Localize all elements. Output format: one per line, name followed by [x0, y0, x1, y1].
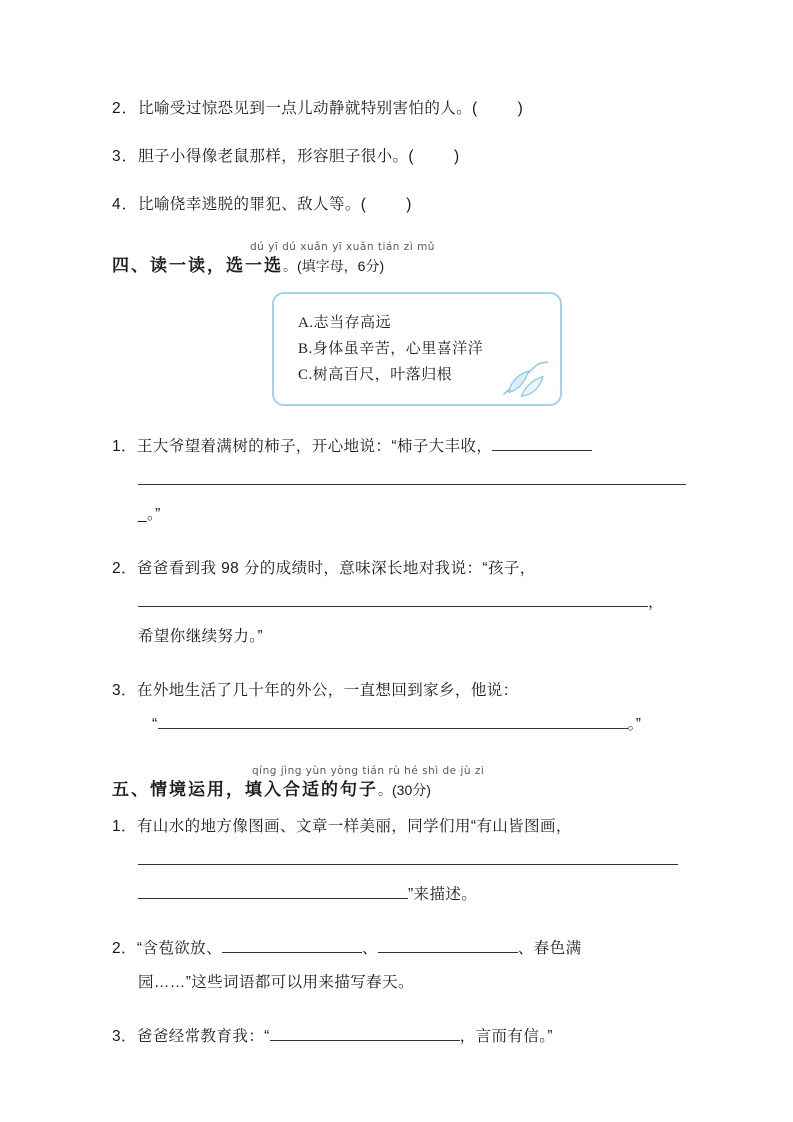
item-text: 爸爸经常教育我：“: [136, 1028, 270, 1045]
answer-blank[interactable]: [222, 937, 362, 953]
item-number: 3．: [112, 148, 139, 165]
choice-option-a: A.志当存高远: [298, 315, 392, 331]
section-five-header: [112, 764, 690, 802]
s5-q2-line1: [112, 934, 690, 964]
s4-q3-line2: [112, 710, 690, 740]
answer-blank[interactable]: [138, 883, 408, 899]
section-four-pinyin: dú yī dú xuǎn yī xuǎn tián zì mǔ: [250, 241, 435, 253]
choice-option-c: C.树高百尺，叶落归根: [298, 367, 453, 383]
s4-q2-line2: [112, 588, 690, 618]
section-five-note: 。(30分): [378, 782, 431, 798]
answer-blank[interactable]: [378, 937, 518, 953]
section-four-note: 。(填字母，6分): [283, 258, 385, 274]
s4-q2-line3: 希望你继续努力。”: [138, 628, 264, 645]
s4-q1-line1: [112, 432, 690, 462]
answer-blank[interactable]: [270, 1025, 460, 1041]
item-text: 春色满: [533, 940, 582, 957]
leaf-decoration-icon: [498, 360, 552, 400]
s4-q3-line1: [112, 676, 690, 706]
question-item: [112, 192, 690, 218]
s4-q2-line1: [112, 554, 690, 584]
item-text: 在外地生活了几十年的外公，一直想回到家乡，他说：: [136, 682, 519, 699]
question-item: [112, 144, 690, 170]
section-five-title-text: 五、情境运用，填入合适的句子: [112, 780, 378, 799]
item-number: 2．: [112, 100, 139, 117]
answer-blank[interactable]: [158, 713, 628, 729]
choice-option-b: B.身体虽辛苦，心里喜洋洋: [298, 341, 484, 357]
section-four-header: [112, 240, 690, 278]
item-number: 3．: [112, 1028, 137, 1045]
item-text: 爸爸看到我 98 分的成绩时，意味深长地对我说：“孩子，: [136, 560, 536, 577]
item-text: 。”: [627, 716, 642, 733]
answer-blank[interactable]: [138, 849, 678, 865]
item-text: 王大爷望着满树的柿子，开心地说：“柿子大丰收，: [136, 438, 493, 455]
item-text: ，: [648, 594, 664, 611]
worksheet-content: [112, 96, 690, 1052]
item-text: 胆子小得像老鼠那样，形容胆子很小。(: [138, 148, 414, 165]
quote-open: “: [152, 716, 158, 733]
item-text: ”来描述。: [408, 886, 478, 903]
item-text: 比喻侥幸逃脱的罪犯、敌人等。(: [138, 196, 367, 213]
item-text: 、: [517, 940, 534, 957]
section-four-title-text: 四、读一读，选一选: [112, 256, 283, 275]
item-number: 2．: [112, 560, 137, 577]
item-tail: ): [406, 196, 412, 213]
item-text: 比喻受过惊恐见到一点儿动静就特别害怕的人。(: [138, 100, 478, 117]
section-five-title: [112, 778, 690, 802]
item-tail: ): [454, 148, 460, 165]
choice-box: [272, 292, 562, 406]
item-number: 4．: [112, 196, 139, 213]
item-text: 、: [361, 940, 378, 957]
question-item: [112, 96, 690, 122]
s4-q1-line3: _。”: [138, 506, 161, 523]
section-four-title: [112, 254, 690, 278]
item-number: 1．: [112, 438, 137, 455]
item-text: 有山水的地方像图画、文章一样美丽，同学们用“有山皆图画，: [136, 818, 572, 835]
section-five-pinyin: qíng jìng yùn yòng tián rù hé shì de jù zi: [252, 765, 485, 777]
item-tail: ): [517, 100, 524, 117]
s5-q1-line1: [112, 812, 690, 842]
item-text: ，言而有信。”: [459, 1028, 553, 1045]
item-text: “含苞欲放、: [136, 940, 222, 957]
s4-q1-line2: [112, 466, 690, 496]
item-number: 1．: [112, 818, 137, 835]
answer-blank[interactable]: [138, 469, 686, 485]
item-number: 3．: [112, 682, 137, 699]
s5-q1-line3: [112, 880, 690, 910]
item-number: 2．: [112, 940, 137, 957]
s5-q1-line2: [112, 846, 690, 876]
answer-blank[interactable]: [138, 591, 648, 607]
s5-q2-line2: 园……”这些词语都可以用来描写春天。: [138, 974, 414, 991]
answer-blank[interactable]: [492, 435, 592, 451]
s5-q3-line1: [112, 1022, 690, 1052]
